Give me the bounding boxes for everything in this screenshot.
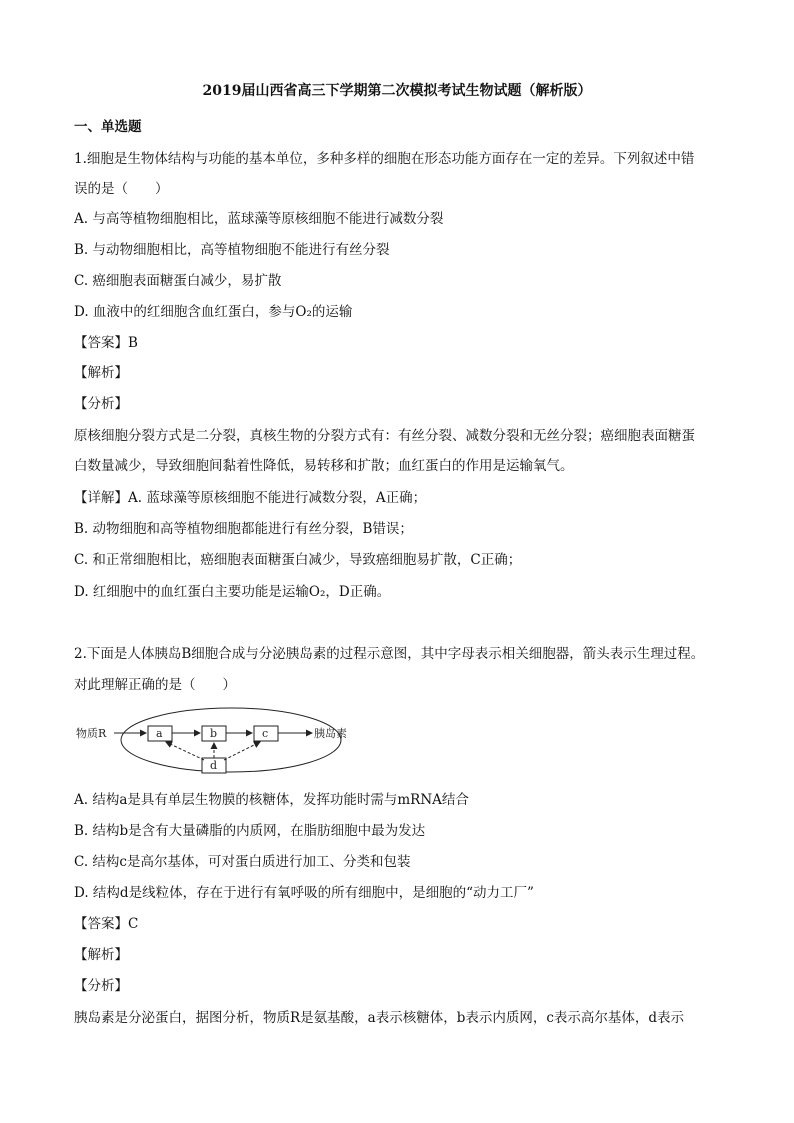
question-2-stem-line-2: 对此理解正确的是（ ） bbox=[74, 677, 236, 693]
organelle-label-a: a bbox=[156, 727, 163, 740]
organelle-label-b: b bbox=[210, 727, 218, 740]
document-title: 2019届山西省高三下学期第二次模拟考试生物试题（解析版） bbox=[202, 83, 592, 99]
organelle-label-d: d bbox=[210, 759, 218, 772]
question-2-stem-line-1: 2.下面是人体胰岛B细胞合成与分泌胰岛素的过程示意图，其中字母表示相关细胞器，箭头表示生理过程。 bbox=[74, 646, 705, 662]
question-2-option-c: C. 结构c是高尔基体，可对蛋白质进行加工、分类和包装 bbox=[74, 854, 411, 870]
question-2-option-a: A. 结构a是具有单层生物膜的核糖体，发挥功能时需与mRNA结合 bbox=[74, 792, 469, 808]
question-1-option-a: A. 与高等植物细胞相比，蓝球藻等原核细胞不能进行减数分裂 bbox=[74, 211, 444, 227]
question-1-analysis-line-1: 原核细胞分裂方式是二分裂，真核生物的分裂方式有：有丝分裂、减数分裂和无丝分裂；癌细胞表面糖蛋 bbox=[74, 428, 695, 444]
question-1-detail-b: B. 动物细胞和高等植物细胞都能进行有丝分裂，B错误； bbox=[74, 521, 413, 537]
question-2-option-d: D. 结构d是线粒体，存在于进行有氧呼吸的所有细胞中，是细胞的“动力工厂” bbox=[74, 885, 534, 901]
question-1-analysis-line-2: 白数量减少，导致细胞间黏着性降低，易转移和扩散；血红蛋白的作用是运输氧气。 bbox=[74, 458, 574, 474]
question-2-option-b: B. 结构b是含有大量磷脂的内质网，在脂肪细胞中最为发达 bbox=[74, 823, 426, 839]
question-1-jiexi-label: 【解析】 bbox=[74, 365, 128, 381]
question-1-detail-d: D. 红细胞中的血红蛋白主要功能是运输O₂，D正确。 bbox=[74, 584, 391, 600]
section-heading: 一、单选题 bbox=[74, 119, 142, 135]
question-2-jiexi-label: 【解析】 bbox=[74, 947, 128, 963]
dashed-arrow-d-to-c bbox=[224, 742, 260, 760]
diagram-output-label: 胰岛素 bbox=[314, 727, 347, 740]
question-1-stem-line-2: 误的是（ ） bbox=[74, 181, 169, 197]
diagram-input-label: 物质R bbox=[76, 727, 107, 740]
organelle-label-c: c bbox=[262, 727, 269, 740]
question-2-fenxi-label: 【分析】 bbox=[74, 978, 128, 994]
question-1-fenxi-label: 【分析】 bbox=[74, 396, 128, 412]
question-1-option-d: D. 血液中的红细胞含血红蛋白，参与O₂的运输 bbox=[74, 304, 353, 320]
question-1-answer: 【答案】B bbox=[74, 335, 138, 351]
question-1-detail-c: C. 和正常细胞相比，癌细胞表面糖蛋白减少，导致癌细胞易扩散，C正确； bbox=[74, 552, 522, 568]
question-2-answer: 【答案】C bbox=[74, 916, 139, 932]
dashed-arrow-d-to-a bbox=[166, 742, 204, 760]
question-1-option-c: C. 癌细胞表面糖蛋白减少，易扩散 bbox=[74, 273, 282, 289]
question-1-detail-a: 【详解】A. 蓝球藻等原核细胞不能进行减数分裂，A正确； bbox=[74, 490, 427, 506]
question-1-stem-line-1: 1.细胞是生物体结构与功能的基本单位，多种多样的细胞在形态功能方面存在一定的差异。下列叙述中错 bbox=[74, 151, 695, 167]
question-2-analysis-line-1: 胰岛素是分泌蛋白，据图分析，物质R是氨基酸，a表示核糖体，b表示内质网，c表示高尔基体，d表示 bbox=[74, 1010, 685, 1026]
insulin-secretion-diagram bbox=[74, 706, 374, 778]
question-1-option-b: B. 与动物细胞相比，高等植物细胞不能进行有丝分裂 bbox=[74, 242, 390, 258]
